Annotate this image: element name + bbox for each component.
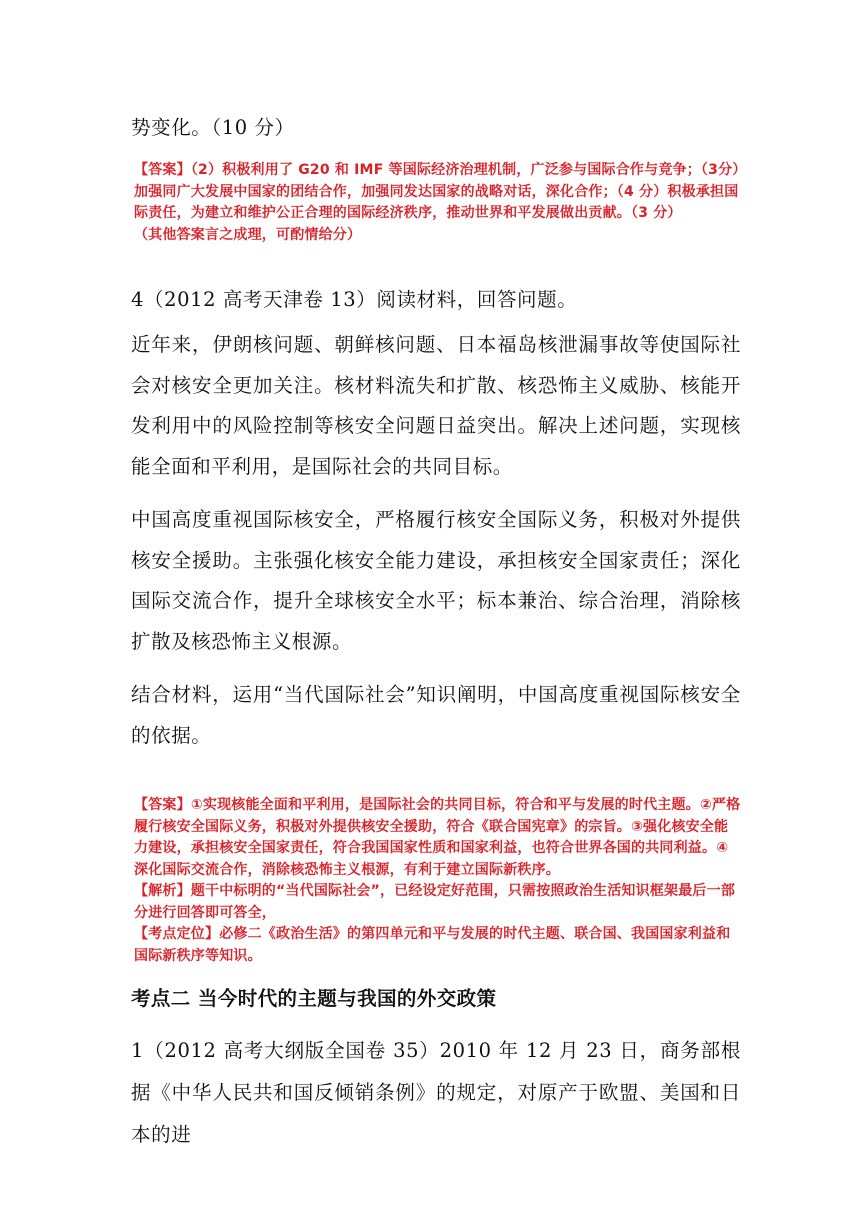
answer-tag: 【答案】 bbox=[134, 162, 191, 178]
question-4-material-para-1: 近年来，伊朗核问题、朝鲜核问题、日本福岛核泄漏事故等使国际社会对核安全更加关注。核材料流失和扩散、核恐怖主义威胁、核能开发利用中的风险控制等核安全问题日益突出。解决上述问题，实现核能全面和平利用，是国际社会的共同目标。 bbox=[131, 333, 741, 478]
section-heading: 考点二 当今时代的主题与我国的外交政策 bbox=[131, 987, 497, 1010]
exam-point-text: 必修二《政治生活》的第四单元和平与发展的时代主题、联合国、我国国家利益和国际新秩序等知识。 bbox=[134, 926, 731, 964]
analysis-text: 题干中标明的“当代国际社会”，已经设定好范围，只需按照政治生活知识框架最后一部分进行回答即可答全， bbox=[134, 883, 736, 921]
exam-point-tag: 【考点定位】 bbox=[134, 926, 220, 942]
analysis-tag: 【解析】 bbox=[134, 883, 191, 899]
answer-note: （其他答案言之成理，可酌情给分） bbox=[134, 226, 362, 243]
answer-tag: 【答案】 bbox=[134, 797, 191, 813]
question-4-material-para-2: 中国高度重视国际核安全，严格履行核安全国际义务，积极对外提供核安全援助。主张强化核安全能力建设，承担核安全国家责任；深化国际交流合作，提升全球核安全水平；标本兼治、综合治理，消除核扩散及核恐怖主义根源。 bbox=[131, 508, 741, 653]
question-4-prompt: 结合材料，运用“当代国际社会”知识阐明，中国高度重视国际核安全的依据。 bbox=[131, 683, 741, 747]
answer-block-1 bbox=[134, 160, 742, 246]
continued-text: 势变化。（10 分） bbox=[131, 116, 295, 139]
question-4-title: 4（2012 高考天津卷 13）阅读材料，回答问题。 bbox=[131, 288, 578, 311]
answer-text: （2）积极利用了 G20 和 IMF 等国际经济治理机制，广泛参与国际合作与竞争；（3分）加强同广大发展中国家的团结合作，加强同发达国家的战略对话，深化合作；（4 分）积极承担国际责任，为建立和维护公正合理的国际经济秩序，推动世界和平发展做出贡献。（3 分） bbox=[134, 162, 740, 221]
answer-text: ①实现核能全面和平利用，是国际社会的共同目标，符合和平与发展的时代主题。②严格履行核安全国际义务，积极对外提供核安全援助，符合《联合国宪章》的宗旨。③强化核安全能力建设，承担核安全国家责任，符合我国国家性质和国家利益，也符合世界各国的共同利益。④深化国际交流合作，消除核恐怖主义根源，有利于建立国际新秩序。 bbox=[134, 797, 741, 878]
question-1-text: 1（2012 高考大纲版全国卷 35）2010 年 12 月 23 日，商务部根据《中华人民共和国反倾销条例》的规定，对原产于欧盟、美国和日本的进 bbox=[131, 1039, 741, 1146]
answer-block-2 bbox=[134, 795, 742, 967]
